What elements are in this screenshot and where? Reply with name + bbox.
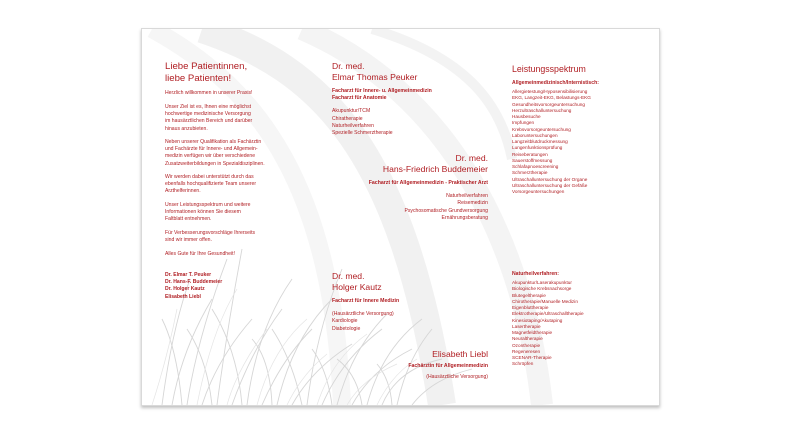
service-item: Ultraschalluntersuchung der Organe — [512, 176, 588, 182]
info-paragraph: Unser Leistungsspektrum und weitere Informationen können Sie diesem Faltblatt entnehmen. — [165, 202, 251, 223]
service-item: Herzultraschalluntersuchung — [512, 107, 572, 113]
doctor-liebl — [332, 349, 488, 381]
section-heading: Naturheilverfahren: — [512, 271, 559, 277]
services-section-internal — [512, 80, 599, 195]
doctor-qualification: Diabetologie — [332, 325, 361, 332]
doctor-qualification: Ernährungsberatung — [441, 214, 488, 221]
service-item: Akupunktur/Laserakupunktur — [512, 280, 572, 285]
doctor-name: Elmar Thomas Peuker — [332, 72, 418, 82]
service-item: Schröpfen — [512, 361, 534, 367]
closing-paragraph: Alles Gute für Ihre Gesundheit! — [165, 251, 235, 257]
doctor-qualification: Reisemedizin — [457, 200, 488, 207]
feedback-paragraph: Für Verbesserungsvorschläge Ihrerseits sind wir immer offen. — [165, 230, 256, 244]
service-item: Kinesiotaping/Akutaping — [512, 317, 563, 323]
doctor-title: Dr. med. — [332, 61, 365, 71]
doctor-specialty: Facharzt für Anatomie — [332, 95, 387, 102]
doctor-specialty: Facharzt für Innere- u. Allgemeinmedizin — [332, 88, 432, 94]
service-item: Schlafapnoescreening — [512, 164, 559, 169]
welcome-paragraph: Herzlich willkommen in unserer Praxis! — [165, 90, 253, 96]
service-item: Schmerztherapie — [512, 170, 548, 176]
doctor-qualification: (Hausärztliche Versorgung) — [332, 311, 394, 318]
doctor-name: Holger Kautz — [332, 282, 382, 292]
doctor-specialty: Fachärztin für Allgemeinmedizin — [408, 363, 488, 369]
services-heading: Leistungsspektrum — [512, 64, 586, 74]
service-item: Sauerstoffmessung — [512, 157, 553, 163]
doctor-name: Hans-Friedrich Buddemeier — [382, 164, 488, 174]
service-item: Magnetfeldtherapie — [512, 330, 553, 335]
doctor-specialty: Facharzt für Allgemeinmedizin - Praktischer Arzt — [368, 180, 488, 186]
greeting-line-2: liebe Patienten! — [165, 73, 232, 84]
service-item: Gesundheitsvorsorgeuntersuchung — [512, 101, 585, 107]
service-item: Blutegeltherapie — [512, 292, 546, 298]
flyer-page — [141, 28, 660, 406]
doctor-name: Elisabeth Liebl — [432, 349, 488, 359]
doctor-qualification: Kardiologie — [332, 318, 358, 325]
doctor-kautz — [332, 271, 492, 333]
doctor-qualification: Spezielle Schmerztherapie — [332, 130, 393, 137]
service-item: Chirotherapie/Manuelle Medizin — [512, 298, 578, 304]
greeting-line-1: Liebe Patientinnen, — [165, 61, 248, 72]
service-item: Impfungen — [512, 120, 535, 126]
doctor-title: Dr. med. — [332, 271, 365, 281]
goal-paragraph: Unser Ziel ist es, Ihnen eine möglichst hochwertige medizinische Versorgung im hausärztlichen Bereich und darüber hinaus anzubieten. — [165, 104, 253, 132]
service-item: Elektrotherapie/Ultraschalltherapie — [512, 311, 584, 317]
doctor-qualification: Akupunktur/TCM — [332, 108, 371, 115]
service-item: SCENAR-Therapie — [512, 355, 552, 360]
signature-peuker: Dr. Elmar T. Peuker — [165, 272, 212, 278]
qualification-paragraph: Neben unserer Qualifikation als Fachärztin und Fachärzte für Innere- und Allgemein- medizin verfügen wir über verschiedene Zusatzweiterbildungen in Spezialdisziplinen. — [165, 139, 265, 167]
service-item: Allergietestung/Hyposensibilisierung — [512, 89, 588, 94]
services-section-naturopathy — [512, 271, 584, 368]
doctor-specialty: Facharzt für Innere Medizin — [332, 298, 400, 304]
service-item: Regeneresen — [512, 348, 541, 354]
doctor-qualification: Naturheilverfahren — [332, 122, 374, 129]
section-heading: Allgemeinmedizinisch/Internistisch: — [512, 80, 599, 86]
service-item: Hausbesuche — [512, 114, 541, 119]
service-item: Krebsvorsorgeuntersuchung — [512, 126, 571, 132]
service-item: Laboruntersuchungen — [512, 132, 558, 138]
service-item: Neuraltherapie — [512, 336, 543, 342]
service-item: Lasertherapie — [512, 323, 541, 329]
doctor-qualification: (Hausärztliche Versorgung) — [426, 374, 488, 381]
signature-block — [165, 272, 222, 301]
signature-kautz: Dr. Holger Kautz — [165, 286, 205, 293]
doctor-qualification: Psychosomatische Grundversorgung — [404, 207, 488, 214]
service-item: Biologische Krebsnachsorge — [512, 286, 572, 292]
service-item: Ozontherapie — [512, 342, 541, 348]
doctor-peuker — [332, 61, 492, 137]
signature-buddemeier: Dr. Hans-F. Buddemeier — [165, 279, 223, 286]
doctor-qualification: Chiratherapie — [332, 115, 363, 122]
service-item: EKG, Langzeit-EKG, Belastungs-EKG — [512, 95, 591, 101]
service-item: Vorsorgeuntersuchungen — [512, 189, 565, 194]
team-paragraph: Wir werden dabei unterstützt durch das ebenfalls hochqualifizierte Team unserer Arzthelferinnen. — [165, 174, 257, 195]
service-item: Eigenbluttherapie — [512, 305, 549, 310]
service-item: Langzeitblutdruckmessung — [512, 139, 568, 144]
service-item: Lungenfunktionsprüfung — [512, 145, 563, 151]
signature-liebl: Elisabeth Liebl — [165, 293, 201, 300]
service-item: Reiseberatungen — [512, 151, 548, 157]
service-item: Ultraschalluntersuchung der Gefäße — [512, 182, 588, 188]
doctor-qualification: Naturheilverfahren — [446, 193, 488, 200]
doctor-title: Dr. med. — [455, 153, 488, 163]
doctor-buddemeier — [322, 153, 488, 222]
